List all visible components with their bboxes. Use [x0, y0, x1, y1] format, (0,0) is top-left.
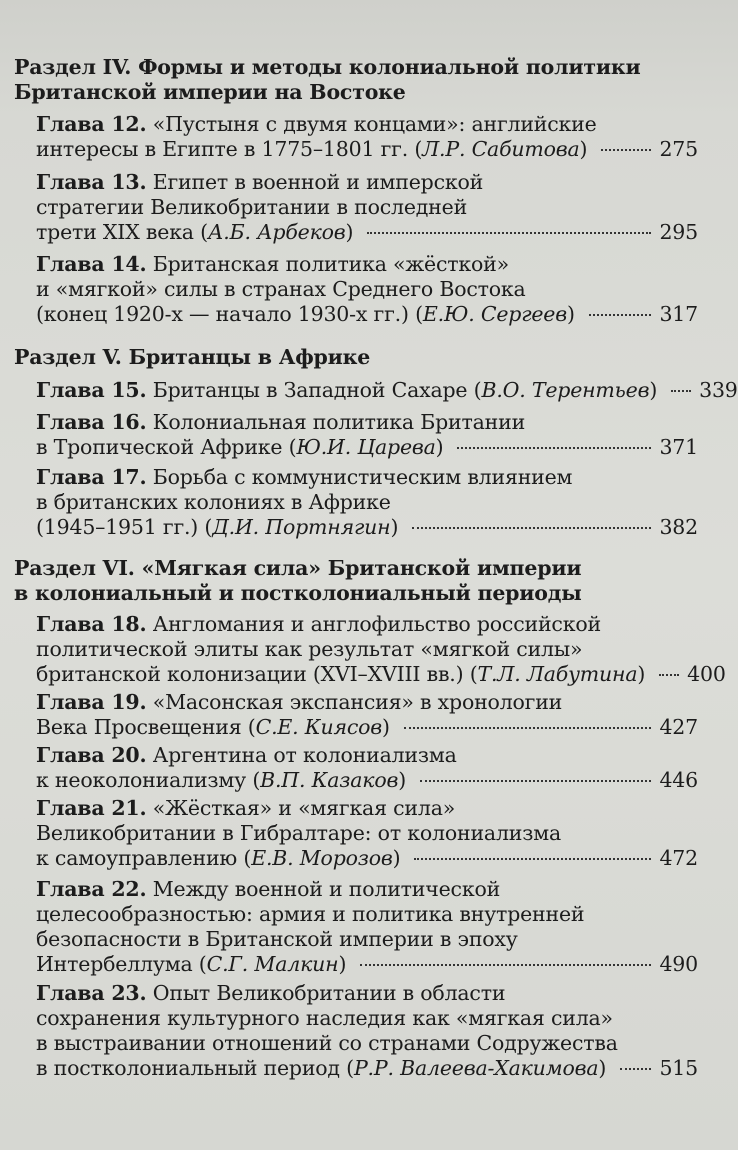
- toc-entry[interactable]: [36, 743, 698, 793]
- toc-entry-line: [36, 490, 698, 515]
- dot-leader: [620, 1068, 651, 1070]
- toc-entry-line: [36, 1031, 698, 1056]
- toc-entry-line: [36, 277, 698, 302]
- toc-entry-line: [36, 927, 698, 952]
- toc-entry[interactable]: [36, 170, 698, 245]
- toc-entry-line: [36, 952, 698, 977]
- chapter-title-line: в выстраивании отношений со странами Содружества: [36, 1031, 618, 1055]
- chapter-title-line: (конец 1920-х — начало 1930-х гг.) (: [36, 302, 423, 326]
- toc-entry-line: [36, 410, 698, 435]
- dot-leader: [589, 314, 652, 316]
- toc-entry-text: Века Просвещения (С.Е. Киясов): [36, 715, 390, 739]
- section-title: [14, 345, 654, 370]
- chapter-title-line: Между военной и политической: [152, 877, 501, 901]
- toc-entry[interactable]: [36, 465, 698, 540]
- toc-entry-text: к неоколониализму (В.П. Казаков): [36, 768, 407, 792]
- dot-leader: [659, 674, 679, 676]
- chapter-title-line: и «мягкой» силы в странах Среднего Востока: [36, 277, 526, 301]
- toc-entry-line: [36, 981, 698, 1006]
- dot-leader: [360, 964, 651, 966]
- toc-entry-text: Интербеллума (С.Г. Малкин): [36, 952, 347, 976]
- section-title-line: Раздел V. Британцы в Африке: [14, 345, 371, 369]
- chapter-label: Глава 22.: [36, 877, 147, 901]
- chapter-title-line: «Жёсткая» и «мягкая сила»: [152, 796, 456, 820]
- chapter-author: С.Е. Киясов: [255, 715, 383, 739]
- chapter-title-line: «Масонская экспансия» в хронологии: [152, 690, 563, 714]
- section-title-line: в колониальный и постколониальный периоды: [14, 581, 582, 605]
- toc-entry-line: [36, 715, 698, 740]
- section-title-line: Британской империи на Востоке: [14, 80, 406, 104]
- dot-leader: [414, 858, 651, 860]
- chapter-title-line: сохранения культурного наследия как «мягкая сила»: [36, 1006, 613, 1030]
- chapter-title-line: политической элиты как результат «мягкой силы»: [36, 637, 583, 661]
- chapter-title-line: Интербеллума (: [36, 952, 207, 976]
- chapter-title-line: трети XIX века (: [36, 220, 208, 244]
- chapter-title-line: к самоуправлению (: [36, 846, 252, 870]
- section-title: [14, 556, 654, 606]
- chapter-author: А.Б. Арбеков: [207, 220, 346, 244]
- chapter-title-line: Аргентина от колониализма: [152, 743, 457, 767]
- toc-entry-line: [36, 902, 698, 927]
- toc-entry-line: [36, 302, 698, 327]
- toc-entry-line: [36, 821, 698, 846]
- chapter-title-line: Века Просвещения (: [36, 715, 256, 739]
- toc-entry-line: [36, 170, 698, 195]
- chapter-title-line: целесообразностью: армия и политика внутренней: [36, 902, 585, 926]
- toc-entry-line: [36, 637, 698, 662]
- chapter-label: Глава 12.: [36, 112, 147, 136]
- toc-entry[interactable]: [36, 796, 698, 871]
- chapter-author: Д.И. Портнягин: [212, 515, 391, 539]
- chapter-author: Р.Р. Валеева-Хакимова: [353, 1056, 599, 1080]
- toc-entry-line: [36, 220, 698, 245]
- chapter-author: В.П. Казаков: [260, 768, 399, 792]
- toc-entry-line: [36, 877, 698, 902]
- dot-leader: [404, 727, 652, 729]
- toc-entry-text: (1945–1951 гг.) (Д.И. Портнягин): [36, 515, 399, 539]
- toc-entry[interactable]: [36, 690, 698, 740]
- toc-entry-line: [36, 137, 698, 162]
- dot-leader: [671, 390, 691, 392]
- page-number: 400: [687, 662, 726, 686]
- toc-entry-line: [36, 743, 698, 768]
- chapter-title-line: Британцы в Западной Сахаре (: [152, 378, 482, 402]
- toc-entry[interactable]: [36, 877, 698, 977]
- toc-entry-line: [36, 662, 726, 687]
- chapter-title-line: в постколониальный период (: [36, 1056, 354, 1080]
- chapter-label: Глава 15.: [36, 378, 147, 402]
- chapter-title-line: Борьба с коммунистическим влиянием: [152, 465, 573, 489]
- chapter-author: Е.Ю. Сергеев: [422, 302, 567, 326]
- chapter-author: Л.Р. Сабитова: [422, 137, 580, 161]
- toc-entry-text: британской колонизации (XVI–XVIII вв.) (Т.Л. Лабутина): [36, 662, 646, 686]
- toc-entry-line: [36, 435, 698, 460]
- chapter-title-line: Египет в военной и имперской: [152, 170, 484, 194]
- toc-entry[interactable]: [36, 378, 738, 403]
- page-number: 275: [659, 137, 698, 161]
- toc-entry-line: [36, 1006, 698, 1031]
- page-number: 427: [659, 715, 698, 739]
- dot-leader: [420, 780, 651, 782]
- chapter-title-line: стратегии Великобритании в последней: [36, 195, 468, 219]
- toc-entry-text: к самоуправлению (Е.В. Морозов): [36, 846, 401, 870]
- chapter-title-line: Опыт Великобритании в области: [152, 981, 506, 1005]
- toc-entry-line: [36, 768, 698, 793]
- page-number: 295: [659, 220, 698, 244]
- dot-leader: [457, 447, 651, 449]
- page-number: 382: [659, 515, 698, 539]
- toc-entry-line: [36, 112, 698, 137]
- toc-entry-line: [36, 846, 698, 871]
- chapter-title-line: интересы в Египте в 1775–1801 гг. (: [36, 137, 423, 161]
- chapter-title-line: британской колонизации (XVI–XVIII вв.) (: [36, 662, 478, 686]
- chapter-title-line: в британских колониях в Африке: [36, 490, 391, 514]
- chapter-author: Е.В. Морозов: [251, 846, 393, 870]
- toc-entry[interactable]: [36, 981, 698, 1081]
- page-number: 472: [659, 846, 698, 870]
- page-number: 515: [659, 1056, 698, 1080]
- toc-entry-text: в постколониальный период (Р.Р. Валеева-Хакимова): [36, 1056, 607, 1080]
- page-number: 446: [659, 768, 698, 792]
- chapter-label: Глава 14.: [36, 252, 147, 276]
- toc-entry-text: в Тропической Африке (Ю.И. Царева): [36, 435, 444, 459]
- toc-entry-line: [36, 195, 698, 220]
- chapter-label: Глава 13.: [36, 170, 147, 194]
- toc-entry-line: [36, 515, 698, 540]
- chapter-author: Т.Л. Лабутина: [477, 662, 638, 686]
- chapter-title-line: в Тропической Африке (: [36, 435, 297, 459]
- chapter-label: Глава 20.: [36, 743, 147, 767]
- page-number: 317: [659, 302, 698, 326]
- chapter-title-line: «Пустыня с двумя концами»: английские: [152, 112, 597, 136]
- chapter-label: Глава 21.: [36, 796, 147, 820]
- toc-entry-text: трети XIX века (А.Б. Арбеков): [36, 220, 354, 244]
- chapter-title-line: Англомания и англофильство российской: [152, 612, 601, 636]
- chapter-author: Ю.И. Царева: [296, 435, 436, 459]
- chapter-label: Глава 19.: [36, 690, 147, 714]
- toc-entry-text: (конец 1920-х — начало 1930-х гг.) (Е.Ю. Сергеев): [36, 302, 575, 326]
- dot-leader: [601, 149, 651, 151]
- chapter-title-line: к неоколониализму (: [36, 768, 261, 792]
- chapter-title-line: Великобритании в Гибралтаре: от колониализма: [36, 821, 561, 845]
- section-title-line: Раздел IV. Формы и методы колониальной политики: [14, 55, 641, 79]
- chapter-title-line: (1945–1951 гг.) (: [36, 515, 213, 539]
- toc-entry-line: [36, 612, 698, 637]
- chapter-title-line: Британская политика «жёсткой»: [152, 252, 509, 276]
- toc-entry[interactable]: [36, 252, 698, 327]
- toc-entry-text: интересы в Египте в 1775–1801 гг. (Л.Р. Сабитова): [36, 137, 588, 161]
- toc-entry-line: [36, 378, 738, 403]
- toc-entry-line: [36, 465, 698, 490]
- chapter-label: Глава 23.: [36, 981, 147, 1005]
- dot-leader: [412, 527, 651, 529]
- chapter-label: Глава 17.: [36, 465, 147, 489]
- page-number: 490: [659, 952, 698, 976]
- chapter-author: В.О. Терентьев: [481, 378, 650, 402]
- toc-entry[interactable]: [36, 612, 726, 687]
- dot-leader: [367, 232, 651, 234]
- page-number: 339: [699, 378, 738, 402]
- chapter-title-line: Колониальная политика Британии: [152, 410, 526, 434]
- chapter-label: Глава 16.: [36, 410, 147, 434]
- toc-entry-text: Глава 15. Британцы в Западной Сахаре (В.О. Терентьев): [36, 378, 658, 402]
- toc-entry[interactable]: [36, 410, 698, 460]
- toc-entry-line: [36, 252, 698, 277]
- chapter-author: С.Г. Малкин: [206, 952, 339, 976]
- section-title-line: Раздел VI. «Мягкая сила» Британской империи: [14, 556, 582, 580]
- toc-entry-line: [36, 690, 698, 715]
- toc-entry[interactable]: [36, 112, 698, 162]
- chapter-label: Глава 18.: [36, 612, 147, 636]
- toc-entry-line: [36, 1056, 698, 1081]
- page-number: 371: [659, 435, 698, 459]
- chapter-title-line: безопасности в Британской империи в эпоху: [36, 927, 518, 951]
- toc-entry-line: [36, 796, 698, 821]
- section-title: [14, 55, 654, 105]
